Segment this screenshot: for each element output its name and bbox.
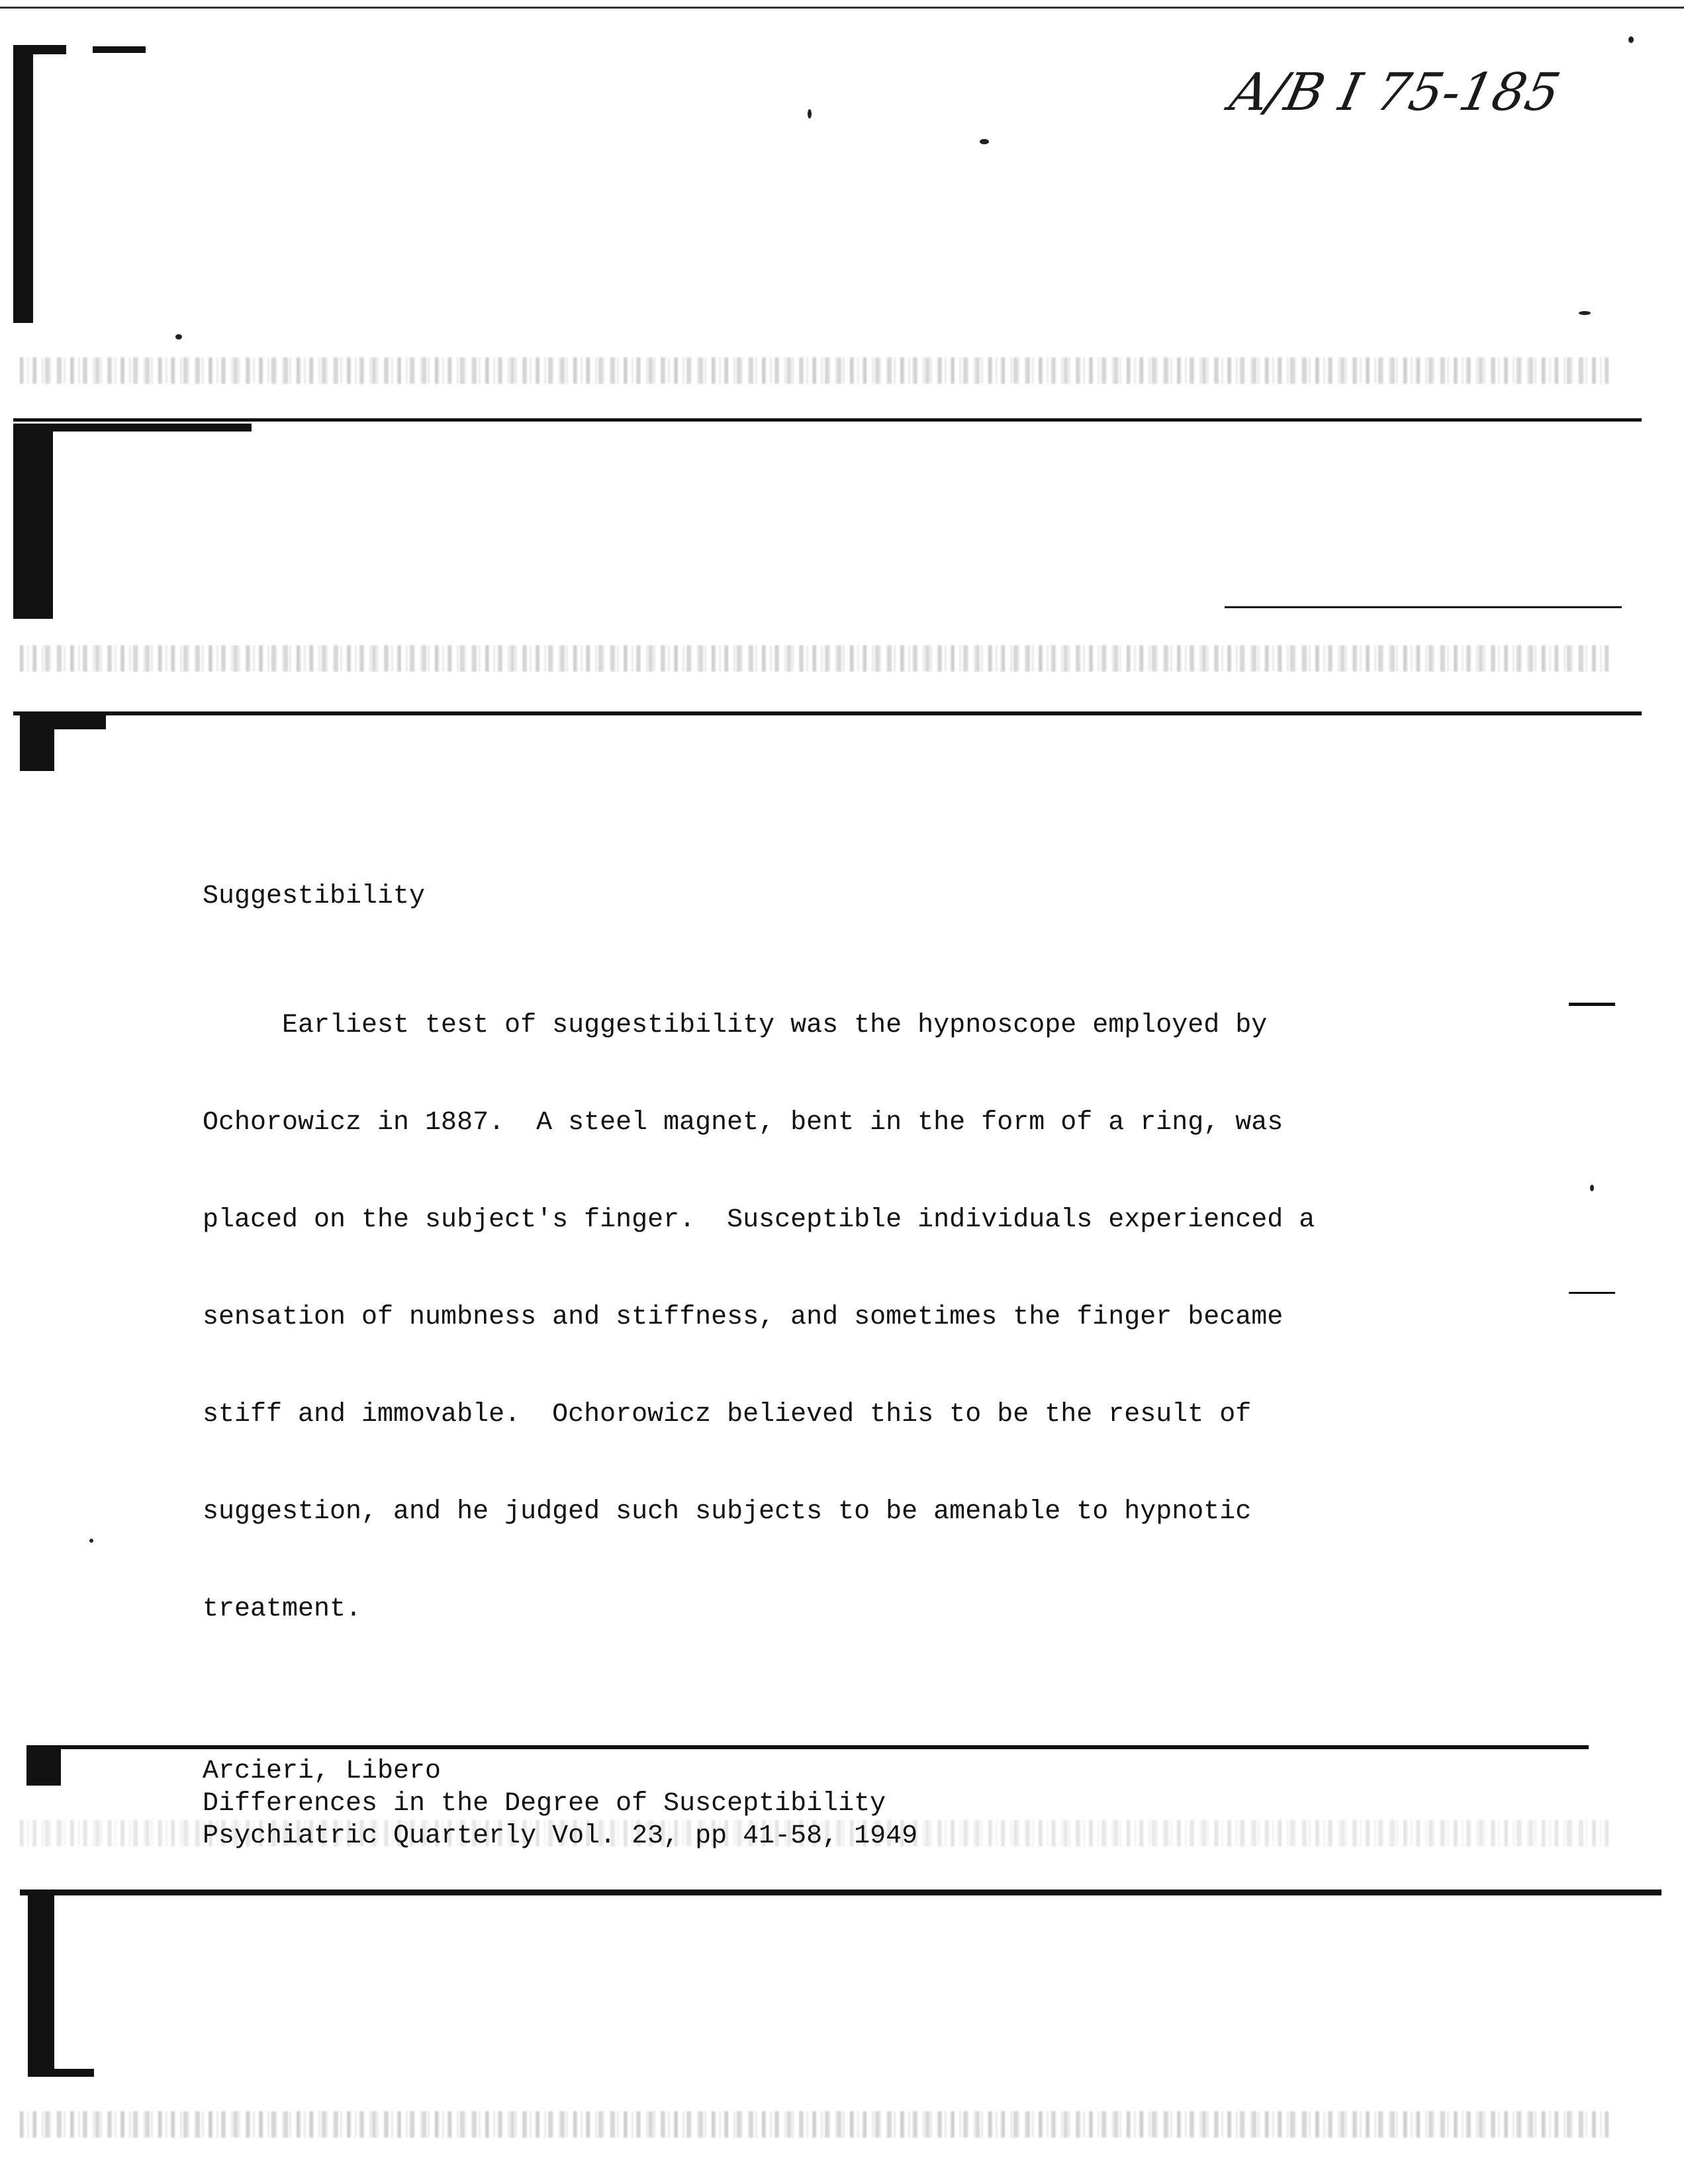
card-bracket-3-top <box>20 715 106 729</box>
citation-source: Psychiatric Quarterly Vol. 23, pp 41-58, 1949 <box>203 1821 918 1851</box>
card-edge-noise-4 <box>20 2111 1609 2138</box>
body-line: stiff and immovable. Ochorowicz believed this to be the result of <box>203 1400 1252 1430</box>
body-line: sensation of numbness and stiffness, and sometimes the finger became <box>203 1302 1284 1332</box>
body-line: Ochorowicz in 1887. A steel magnet, bent in the form of a ring, was <box>203 1108 1284 1138</box>
card-edge-noise-1 <box>20 357 1609 384</box>
body-line: treatment. <box>203 1594 362 1624</box>
card-content <box>203 880 1394 1852</box>
handwritten-catalog-number: A/B I 75-185 <box>1225 63 1566 122</box>
card-bracket-5-bottom <box>28 2069 94 2077</box>
card-rule-1 <box>13 418 1642 422</box>
top-scan-edge <box>0 7 1684 9</box>
right-margin-mark <box>1569 1292 1615 1294</box>
body-line: Earliest test of suggestibility was the hypnoscope employed by <box>203 1011 1268 1040</box>
right-margin-mark <box>1569 1003 1615 1006</box>
card-bracket-1-top <box>13 45 66 54</box>
body-line: suggestion, and he judged such subjects to be amenable to hypnotic <box>203 1497 1252 1527</box>
card-rule-3 <box>13 711 1642 715</box>
body-paragraph <box>203 944 1394 1690</box>
scan-speck <box>89 1539 93 1543</box>
body-line: placed on the subject's finger. Susceptible individuals experienced a <box>203 1205 1315 1235</box>
card-rule-2-right <box>1225 606 1622 608</box>
card-heading: Suggestibility <box>203 882 426 911</box>
card-bracket-1 <box>13 45 33 323</box>
scan-speck <box>1590 1185 1594 1191</box>
scan-speck <box>1579 311 1591 315</box>
card-edge-noise-3 <box>20 1820 1609 1846</box>
citation-title: Differences in the Degree of Susceptibility <box>203 1789 886 1819</box>
scan-speck <box>808 109 812 118</box>
card-edge-noise-2 <box>20 645 1609 672</box>
card-bracket-5 <box>28 1891 54 2077</box>
scan-speck <box>980 139 989 144</box>
card-rule-5 <box>20 1889 1661 1895</box>
card-bracket-2-top <box>13 424 252 432</box>
card-bracket-4 <box>26 1747 61 1786</box>
card-bracket-2 <box>13 424 53 619</box>
card-bracket-1-tab <box>93 46 146 53</box>
scan-speck <box>175 334 182 340</box>
scan-speck <box>1628 36 1634 43</box>
card-rule-4 <box>26 1745 1589 1749</box>
citation-author: Arcieri, Libero <box>203 1756 442 1786</box>
